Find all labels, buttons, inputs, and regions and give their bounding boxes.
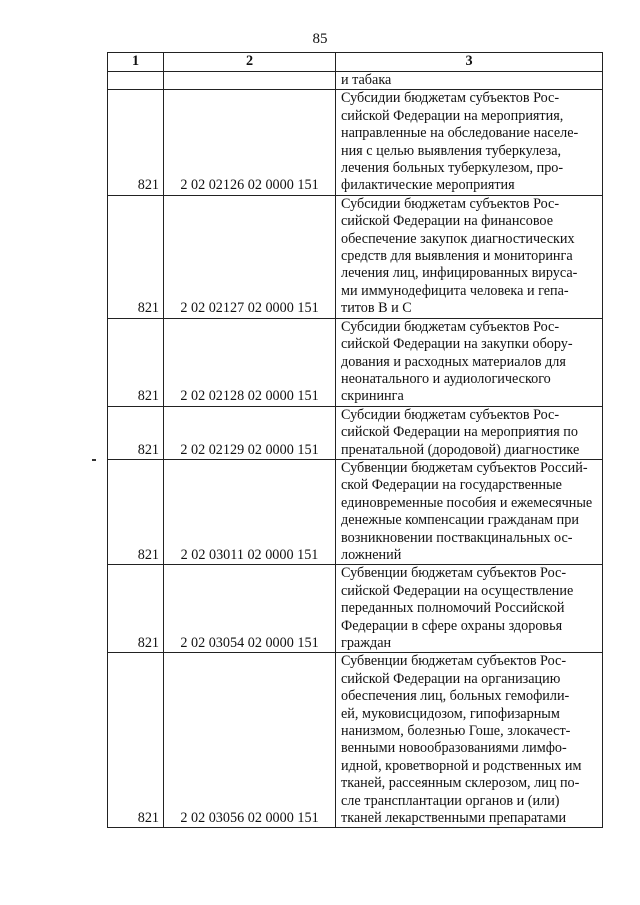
description-line: единовременные пособия и ежемесячные	[341, 494, 593, 511]
table-row	[108, 459, 603, 564]
description-line: обеспечение закупок диагностических	[341, 230, 575, 247]
page-number: 85	[312, 31, 328, 47]
revenue-description-cell	[336, 318, 603, 406]
admin-code-cell: 821	[108, 195, 164, 318]
description-line: ей, муковисцидозом, гипофизарным	[341, 705, 560, 722]
admin-code-cell: 821	[108, 318, 164, 406]
description-line: нанизмом, болезнью Гоше, злокачест-	[341, 723, 571, 740]
admin-code-cell	[108, 72, 164, 90]
description-line: Субвенции бюджетам субъектов Рос-	[341, 653, 567, 670]
column-header-1: 1	[108, 53, 164, 72]
budget-classification-code-cell: 2 02 02126 02 0000 151	[164, 90, 336, 195]
revenue-description-cell	[336, 459, 603, 564]
admin-code-cell: 821	[108, 565, 164, 653]
description-line: ложнений	[341, 546, 402, 563]
description-line: граждан	[341, 635, 392, 651]
budget-classification-code-cell: 2 02 03011 02 0000 151	[164, 459, 336, 564]
description-line: средств для выявления и мониторинга	[341, 248, 573, 265]
budget-classification-code-cell	[164, 72, 336, 90]
description-line: тканей лекарственными препаратами	[341, 810, 567, 827]
header-row	[108, 53, 603, 72]
revenue-description-cell	[336, 90, 603, 195]
description-line: ской Федерации на государственные	[341, 477, 562, 494]
revenue-description-cell	[336, 406, 603, 459]
description-line: сийской Федерации на финансовое	[341, 213, 553, 230]
table-row	[108, 406, 603, 459]
table-row	[108, 565, 603, 653]
column-header-2: 2	[164, 53, 336, 72]
description-line: лечения больных туберкулезом, про-	[341, 160, 564, 177]
description-line: ми иммунодефицита человека и гепа-	[341, 282, 569, 299]
description-line: Субсидии бюджетам субъектов Рос-	[341, 90, 560, 107]
budget-classification-code-cell: 2 02 02128 02 0000 151	[164, 318, 336, 406]
description-line: Субсидии бюджетам субъектов Рос-	[341, 406, 560, 423]
admin-code-cell: 821	[108, 459, 164, 564]
description-line: дования и расходных материалов для	[341, 353, 566, 370]
description-line: Субсидии бюджетам субъектов Рос-	[341, 195, 560, 212]
description-line: ния с целью выявления туберкулеза,	[341, 142, 562, 159]
description-line: венными новообразованиями лимфо-	[341, 740, 567, 757]
description-line: филактические мероприятия	[341, 177, 515, 194]
description-line: сийской Федерации на мероприятия,	[341, 107, 564, 124]
table-row	[108, 195, 603, 318]
admin-code-cell: 821	[108, 90, 164, 195]
description-line: переданных полномочий Российской	[341, 600, 565, 617]
description-line: титов B и C	[341, 300, 412, 317]
description-line: тканей, рассеянным склерозом, лиц по-	[341, 775, 580, 792]
description-line: скрининга	[341, 388, 404, 405]
revenue-description-cell	[336, 72, 603, 90]
revenue-description-cell	[336, 565, 603, 653]
admin-code-cell: 821	[108, 653, 164, 828]
description-line: возникновении поствакцинальных ос-	[341, 529, 573, 546]
description-line: сийской Федерации на закупки обору-	[341, 336, 573, 353]
description-line: Субвенции бюджетам субъектов Россий-	[341, 459, 588, 476]
description-line: Субвенции бюджетам субъектов Рос-	[341, 565, 567, 582]
description-line: обеспечения лиц, больных гемофили-	[341, 688, 570, 705]
budget-classification-code-cell: 2 02 02129 02 0000 151	[164, 406, 336, 459]
description-line: идной, кроветворной и родственных им	[341, 757, 582, 774]
budget-code-table	[107, 52, 603, 828]
description-line: лечения лиц, инфицированных вируса-	[341, 265, 578, 282]
table-row	[108, 653, 603, 828]
admin-code-cell: 821	[108, 406, 164, 459]
column-header-3: 3	[336, 53, 603, 72]
description-line: Федерации в сфере охраны здоровья	[341, 617, 563, 634]
budget-classification-code-cell: 2 02 02127 02 0000 151	[164, 195, 336, 318]
revenue-description-cell	[336, 195, 603, 318]
description-line: сийской Федерации на осуществление	[341, 582, 574, 599]
description-line: направленные на обследование населе-	[341, 125, 579, 142]
description-line: неонатального и аудиологического	[341, 370, 551, 387]
table-row	[108, 72, 603, 90]
revenue-description-cell	[336, 653, 603, 828]
description-line: денежные компенсации гражданам при	[341, 512, 579, 529]
description-line: сле трансплантации органов и (или)	[341, 792, 560, 809]
description-line: и табака	[341, 72, 392, 88]
description-line: сийской Федерации на мероприятия по	[341, 424, 578, 441]
budget-classification-code-cell: 2 02 03054 02 0000 151	[164, 565, 336, 653]
table-row	[108, 90, 603, 195]
description-line: пренатальной (дородовой) диагностике	[341, 441, 580, 458]
description-line: Субсидии бюджетам субъектов Рос-	[341, 318, 560, 335]
scan-mark	[92, 459, 96, 461]
table-body	[108, 72, 603, 828]
budget-classification-code-cell: 2 02 03056 02 0000 151	[164, 653, 336, 828]
description-line: сийской Федерации на организацию	[341, 670, 561, 687]
table-row	[108, 318, 603, 406]
